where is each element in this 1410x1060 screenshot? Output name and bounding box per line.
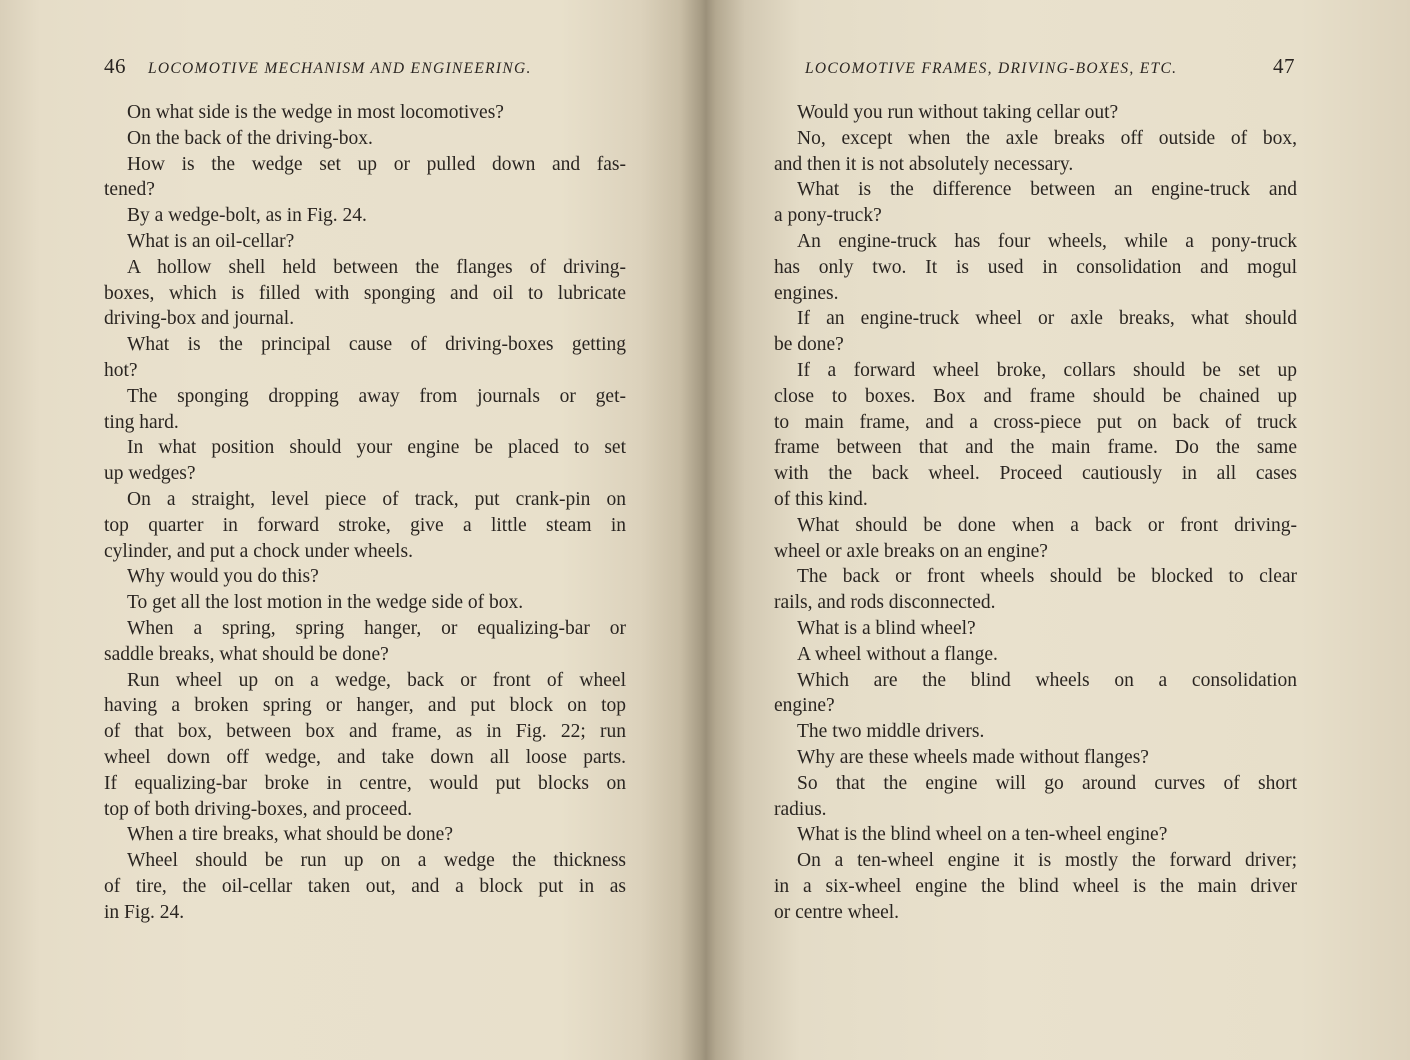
text-line: On the back of the driving-box. xyxy=(127,127,373,149)
right-page xyxy=(774,0,1297,1060)
text-line: So that the engine will go around curves of short xyxy=(797,772,1297,794)
text-line: An engine-truck has four wheels, while a pony-truck xyxy=(797,230,1297,252)
text-line: boxes, which is filled with sponging and oil to lubricate xyxy=(104,282,626,304)
text-line: What is an oil-cellar? xyxy=(127,230,295,252)
text-line: engines. xyxy=(774,282,839,304)
text-line: Why are these wheels made without flanges? xyxy=(797,746,1149,768)
text-line: Which are the blind wheels on a consolidation xyxy=(797,669,1297,691)
text-line: If a forward wheel broke, collars should be set up xyxy=(797,359,1297,381)
text-line: No, except when the axle breaks off outside of box, xyxy=(797,127,1297,149)
text-line: If an engine-truck wheel or axle breaks, what should xyxy=(797,308,1297,330)
text-line: Wheel should be run up on a wedge the thickness xyxy=(127,850,626,872)
text-line: What is the principal cause of driving-boxes getting xyxy=(127,334,626,356)
text-line: radius. xyxy=(774,798,827,820)
text-line: saddle breaks, what should be done? xyxy=(104,643,389,665)
text-line: top of both driving-boxes, and proceed. xyxy=(104,798,413,820)
text-line: A hollow shell held between the flanges of driving- xyxy=(127,256,626,278)
text-line: a pony-truck? xyxy=(774,205,882,227)
left-running-head xyxy=(104,56,626,84)
text-line: What is a blind wheel? xyxy=(797,617,976,639)
text-line: or centre wheel. xyxy=(774,901,900,923)
text-line: hot? xyxy=(104,359,138,381)
text-line: If equalizing-bar broke in centre, would put blocks on xyxy=(104,772,626,794)
right-running-title: LOCOMOTIVE FRAMES, DRIVING-BOXES, ETC. xyxy=(805,60,1178,77)
text-line: In what position should your engine be placed to set xyxy=(127,437,626,459)
text-line: A wheel without a flange. xyxy=(797,643,998,665)
text-line: rails, and rods disconnected. xyxy=(774,592,996,614)
text-line: What is the difference between an engine-truck and xyxy=(797,179,1297,201)
text-line: On a ten-wheel engine it is mostly the forward driver; xyxy=(797,850,1297,872)
text-line: How is the wedge set up or pulled down and fas- xyxy=(127,153,626,175)
text-line: On what side is the wedge in most locomotives? xyxy=(127,102,504,123)
text-line: in Fig. 24. xyxy=(104,901,185,923)
text-line: of this kind. xyxy=(774,488,868,510)
left-running-title: LOCOMOTIVE MECHANISM AND ENGINEERING. xyxy=(148,60,532,77)
text-line: What is the blind wheel on a ten-wheel engine? xyxy=(797,824,1168,846)
text-line: tened? xyxy=(104,179,155,201)
text-line: cylinder, and put a chock under wheels. xyxy=(104,540,413,562)
text-line: has only two. It is used in consolidation and mogul xyxy=(774,256,1297,278)
text-line: What should be done when a back or front driving- xyxy=(797,514,1297,536)
text-line: in a six-wheel engine the blind wheel is the main driver xyxy=(774,875,1297,897)
text-line: wheel down off wedge, and take down all loose parts. xyxy=(104,746,626,768)
text-line: The sponging dropping away from journals or get- xyxy=(127,385,626,407)
text-line: driving-box and journal. xyxy=(104,308,295,330)
left-page xyxy=(104,0,626,1060)
left-body-text xyxy=(104,100,626,926)
text-line: The back or front wheels should be blocked to clear xyxy=(797,566,1297,588)
text-line: having a broken spring or hanger, and put block on top xyxy=(104,695,626,717)
text-line: wheel or axle breaks on an engine? xyxy=(774,540,1048,562)
text-line: frame between that and the main frame. Do the same xyxy=(774,437,1297,459)
text-line: to main frame, and a cross-piece put on back of truck xyxy=(774,411,1297,433)
text-line: By a wedge-bolt, as in Fig. 24. xyxy=(127,205,367,227)
right-page-number: 47 xyxy=(1273,54,1295,78)
text-line: engine? xyxy=(774,695,835,717)
text-line: The two middle drivers. xyxy=(797,721,985,743)
text-line: with the back wheel. Proceed cautiously in all cases xyxy=(774,463,1297,485)
text-line: ting hard. xyxy=(104,411,179,433)
text-line: On a straight, level piece of track, put crank-pin on xyxy=(127,488,626,510)
text-line: and then it is not absolutely necessary. xyxy=(774,153,1074,175)
text-line: To get all the lost motion in the wedge side of box. xyxy=(127,592,524,614)
right-running-head xyxy=(774,56,1297,84)
text-line: Would you run without taking cellar out? xyxy=(797,102,1119,123)
text-line: be done? xyxy=(774,334,844,356)
text-line: Why would you do this? xyxy=(127,566,319,588)
right-body-text xyxy=(774,100,1297,926)
text-line: When a tire breaks, what should be done? xyxy=(127,824,453,846)
text-line: When a spring, spring hanger, or equalizing-bar or xyxy=(127,617,626,639)
text-line: of tire, the oil-cellar taken out, and a block put in as xyxy=(104,875,626,897)
text-line: of that box, between box and frame, as in Fig. 22; run xyxy=(104,721,626,743)
text-line: close to boxes. Box and frame should be chained up xyxy=(774,385,1297,407)
left-page-number: 46 xyxy=(104,54,126,78)
text-line: top quarter in forward stroke, give a little steam in xyxy=(104,514,626,536)
text-line: Run wheel up on a wedge, back or front of wheel xyxy=(127,669,626,691)
text-line: up wedges? xyxy=(104,463,196,485)
